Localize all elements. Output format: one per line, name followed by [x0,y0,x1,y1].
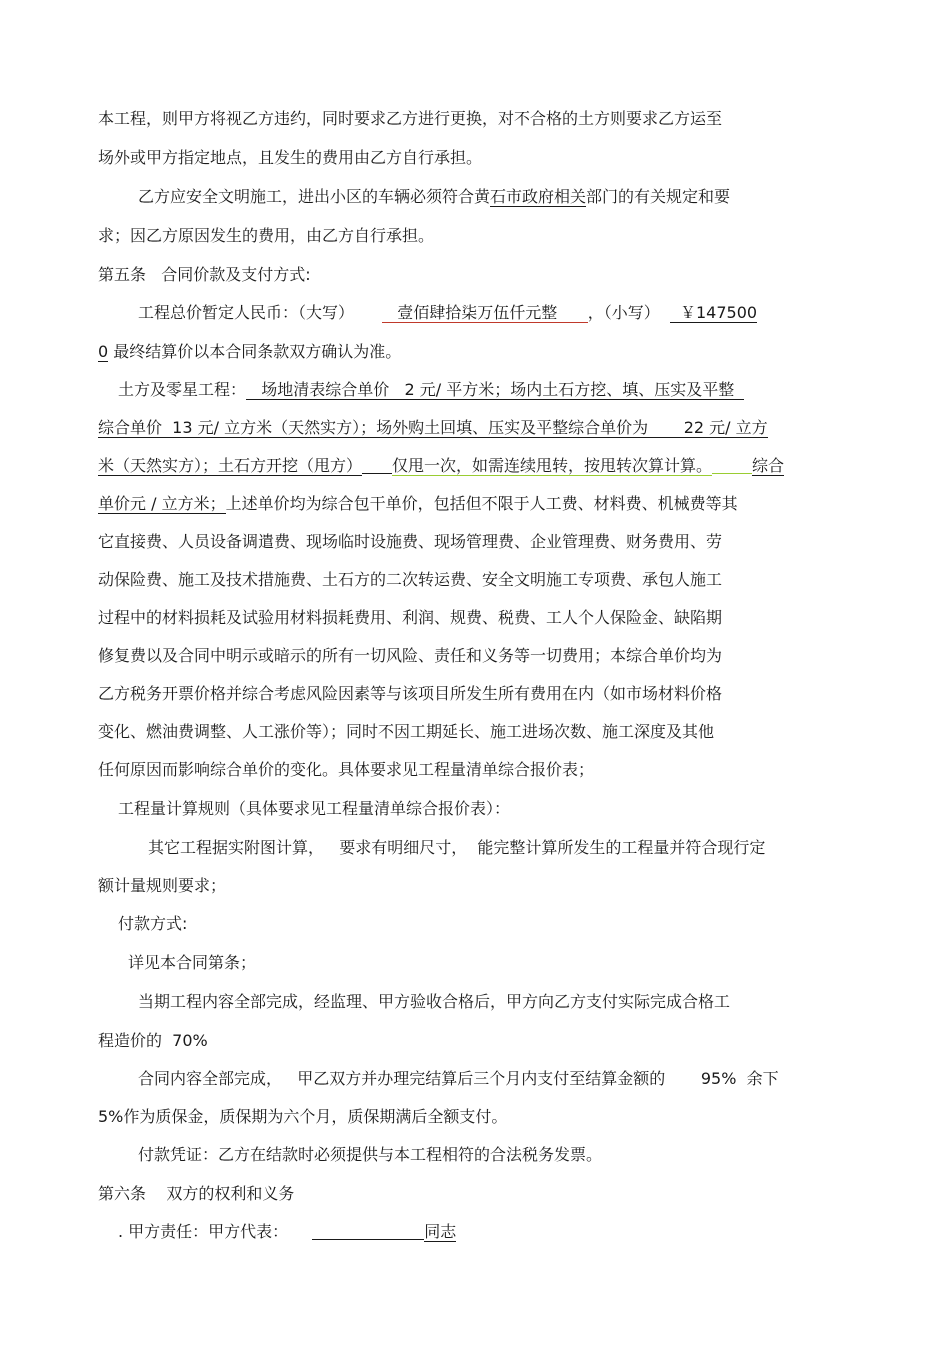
price-small-digit: 0 [98,342,109,361]
article-heading: 第六条 双方的权利和义务 [98,1184,295,1203]
paragraph-line: 5%作为质保金，质保期为六个月，质保期满后全额支付。 [98,1107,508,1126]
paragraph-line: 变化、燃油费调整、人工涨价等）；同时不因工期延长、施工进场次数、施工深度及其他 [98,722,715,741]
paragraph-line: 额计量规则要求； [98,876,227,895]
paragraph-line: 场外或甲方指定地点，且发生的费用由乙方自行承担。 [98,148,483,167]
paragraph-line: 当期工程内容全部完成，经监理、甲方验收合格后，甲方向乙方支付实际完成合格工 [138,992,731,1011]
article-heading: 第五条 合同价款及支付方式: [98,265,311,284]
paragraph-line: 程造价的 70% [98,1031,208,1050]
paragraph-line: 求；因乙方原因发生的费用，由乙方自行承担。 [98,226,435,245]
text-segment: 乙方应安全文明施工，进出小区的车辆必须符合黄 [138,187,491,206]
underlined-text: 米（天然实方）；土石方开挖（甩方） [98,456,363,475]
paragraph-line: 任何原因而影响综合单价的变化。具体要求见工程量清单综合报价表； [98,760,595,779]
text-segment: 上述单价均为综合包干单价，包括但不限于人工费、材料费、机械费等其 [225,494,738,513]
underlined-text: 综合单价 13 元/ 立方米（天然实方）；场外购土回填、压实及平整综合单价为 22 元/ 立方 [98,418,768,437]
price-label: 工程总价暂定人民币：（大写） [138,303,355,322]
earthwork-line [118,379,744,401]
paragraph-line: 乙方税务开票价格并综合考虑风险因素等与该项目所发生所有费用在内（如市场材料价格 [98,684,723,703]
underlined-text: 单价元 / 立方米； [98,494,226,513]
price-separator: ，（小写） [587,303,660,322]
paragraph-line: 过程中的材料损耗及试验用材料损耗费用、利润、规费、税费、工人个人保险金、缺陷期 [98,608,723,627]
party-a-label: . 甲方责任：甲方代表： [118,1222,289,1241]
price-small-amount: ￥147500 [669,303,758,322]
paragraph-line: 它直接费、人员设备调遣费、现场临时设施费、现场管理费、企业管理费、财务费用、劳 [98,532,723,551]
earthwork-line [98,455,784,477]
earthwork-line [98,493,738,515]
paragraph-line: 动保险费、施工及技术措施费、土石方的二次转运费、安全文明施工专项费、承包人施工 [98,570,723,589]
party-a-suffix: 同志 [424,1222,457,1241]
paragraph-line: 其它工程据实附图计算， 要求有明细尺寸， 能完整计算所发生的工程量并符合现行定 [148,838,766,857]
earthwork-line [98,417,768,439]
representative-blank [312,1223,424,1240]
paragraph-line: 本工程，则甲方将视乙方违约，同时要求乙方进行更换，对不合格的土方则要求乙方运至 [98,109,723,128]
underlined-text: 仅甩一次，如需连续甩转，按甩转次算计算。 [392,456,713,475]
text-segment: 部门的有关规定和要 [586,187,731,206]
underlined-text: 石市政府相关 [490,187,587,206]
price-line [138,302,757,324]
underlined-text: 综合 [752,456,785,475]
section-heading: 付款方式: [118,914,188,933]
paragraph-line [138,186,730,208]
paragraph-line: 付款凭证：乙方在结款时必须提供与本工程相符的合法税务发票。 [138,1145,603,1164]
price-line [98,341,401,363]
earthwork-label: 土方及零星工程： [118,380,247,399]
party-a-line [118,1221,456,1243]
underlined-text: 场地清表综合单价 2 元/ 平方米；场内土石方挖、填、压实及平整 [246,380,745,399]
paragraph-line: 修复费以及合同中明示或暗示的所有一切风险、责任和义务等一切费用；本综合单价均为 [98,646,723,665]
paragraph-line: 合同内容全部完成， 甲乙双方并办理完结算后三个月内支付至结算金额的 95% 余下 [138,1069,779,1088]
section-heading: 工程量计算规则（具体要求见工程量清单综合报价表）： [118,799,511,818]
paragraph-line: 详见本合同第条； [128,953,257,972]
price-upper-amount: 壹佰肆拾柒万伍仟元整 [382,303,588,322]
text-segment: 最终结算价以本合同条款双方确认为准。 [108,342,402,361]
